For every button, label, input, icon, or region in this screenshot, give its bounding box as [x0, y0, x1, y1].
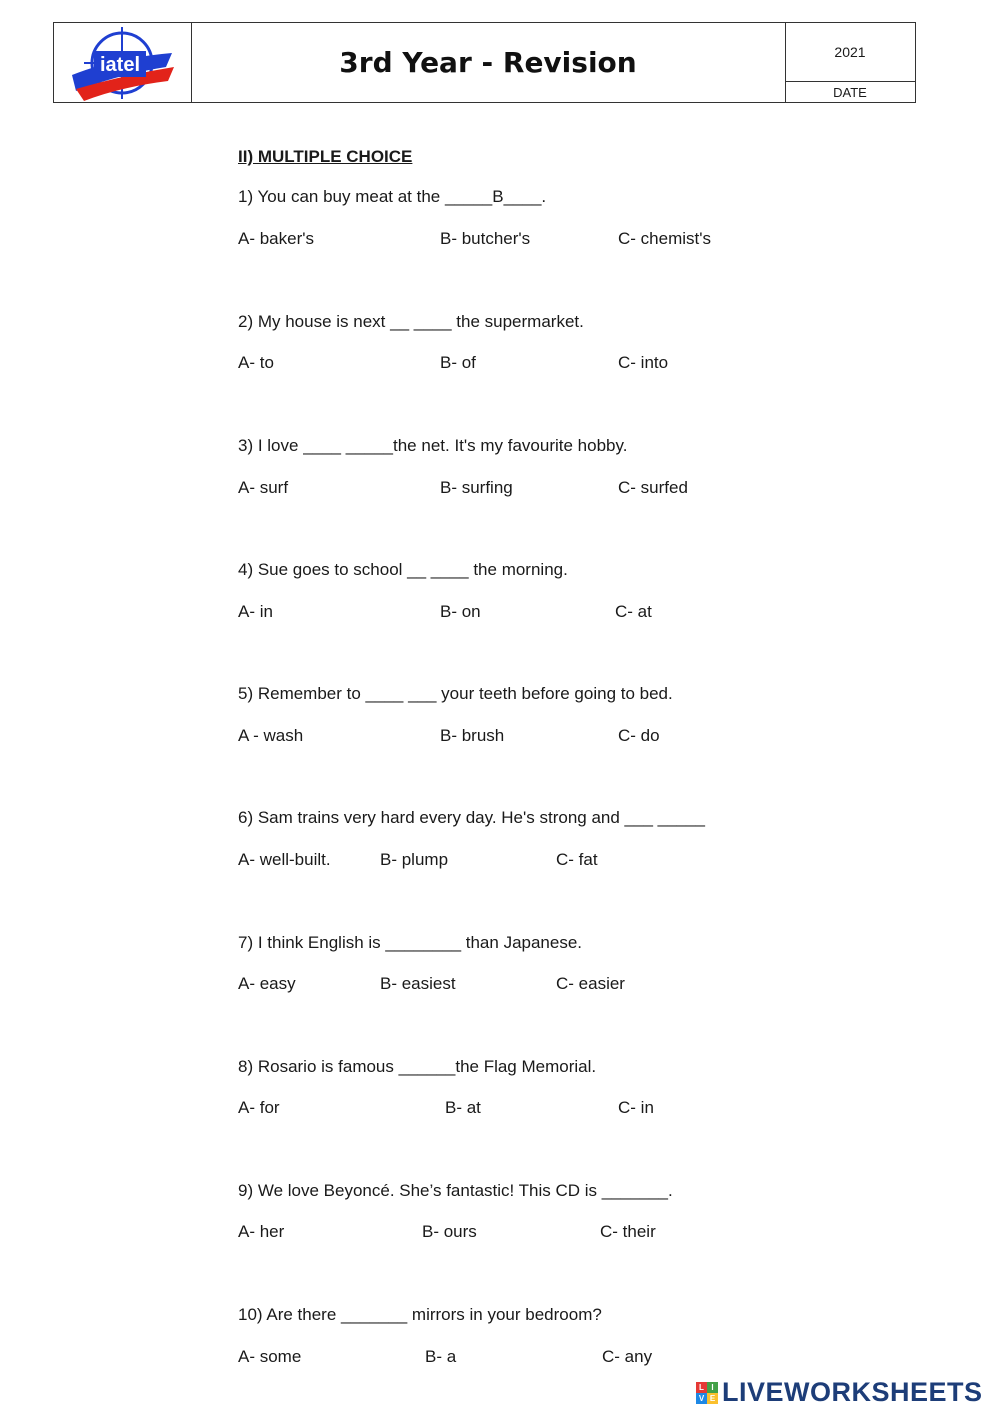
date-cell	[785, 82, 915, 102]
question-2: 2) My house is next __ ____ the supermarket.	[238, 312, 584, 331]
option-9a: A- her	[238, 1222, 285, 1241]
option-5b: B- brush	[440, 726, 505, 745]
title-cell	[191, 23, 786, 102]
option-2c: C- into	[618, 353, 669, 372]
question-5: 5) Remember to ____ ___ your teeth before going to bed.	[238, 684, 673, 703]
year-cell	[785, 23, 915, 82]
question-6: 6) Sam trains very hard every day. He's strong and ___ _____	[238, 808, 705, 827]
option-4c: C- at	[615, 602, 652, 621]
option-5a: A - wash	[238, 726, 304, 745]
question-1: 1) You can buy meat at the _____B____.	[238, 187, 547, 206]
brand-text: LIVEWORKSHEETS	[722, 1377, 983, 1407]
liveworksheets-brand	[696, 1377, 983, 1408]
option-9c: C- their	[600, 1222, 656, 1241]
option-4a: A- in	[238, 602, 273, 621]
option-5c: C- do	[618, 726, 660, 745]
option-1b: B- butcher's	[440, 229, 531, 248]
school-logo	[54, 23, 192, 102]
option-1c: C- chemist's	[618, 229, 711, 248]
section-title: II) MULTIPLE CHOICE	[238, 147, 413, 166]
option-1a: A- baker's	[238, 229, 314, 248]
option-3a: A- surf	[238, 478, 289, 497]
liveworksheets-icon	[696, 1382, 718, 1404]
question-10: 10) Are there _______ mirrors in your bedroom?	[238, 1305, 602, 1324]
option-10c: C- any	[602, 1347, 653, 1366]
option-9b: B- ours	[422, 1222, 477, 1241]
year-value: 2021	[834, 44, 866, 60]
option-8a: A- for	[238, 1098, 280, 1117]
page-title: 3rd Year - Revision	[339, 46, 637, 79]
question-3: 3) I love ____ _____the net. It's my favourite hobby.	[238, 436, 628, 455]
icon-letter-i: I	[707, 1382, 718, 1393]
option-7b: B- easiest	[380, 974, 456, 993]
option-6a: A- well-built.	[238, 850, 331, 869]
option-10a: A- some	[238, 1347, 302, 1366]
icon-letter-v: V	[696, 1393, 707, 1404]
option-7c: C- easier	[556, 974, 625, 993]
question-4: 4) Sue goes to school __ ____ the morning.	[238, 560, 568, 579]
option-3b: B- surfing	[440, 478, 513, 497]
option-6c: C- fat	[556, 850, 598, 869]
logo-text: iatel	[99, 54, 141, 76]
option-8b: B- at	[445, 1098, 481, 1117]
question-7: 7) I think English is ________ than Japanese.	[238, 933, 583, 952]
icon-letter-l: L	[696, 1382, 707, 1393]
option-2a: A- to	[238, 353, 274, 372]
option-2b: B- of	[440, 353, 476, 372]
iatel-logo-icon	[54, 23, 191, 102]
option-10b: B- a	[425, 1347, 457, 1366]
question-8: 8) Rosario is famous ______the Flag Memorial.	[238, 1057, 597, 1076]
option-4b: B- on	[440, 602, 481, 621]
question-9: 9) We love Beyoncé. She’s fantastic! This CD is _______.	[238, 1181, 673, 1200]
option-3c: C- surfed	[618, 478, 688, 497]
date-label: DATE	[833, 84, 867, 100]
option-7a: A- easy	[238, 974, 296, 993]
worksheet-header	[53, 22, 916, 103]
icon-letter-e: E	[707, 1393, 718, 1404]
option-6b: B- plump	[380, 850, 449, 869]
option-8c: C- in	[618, 1098, 654, 1117]
